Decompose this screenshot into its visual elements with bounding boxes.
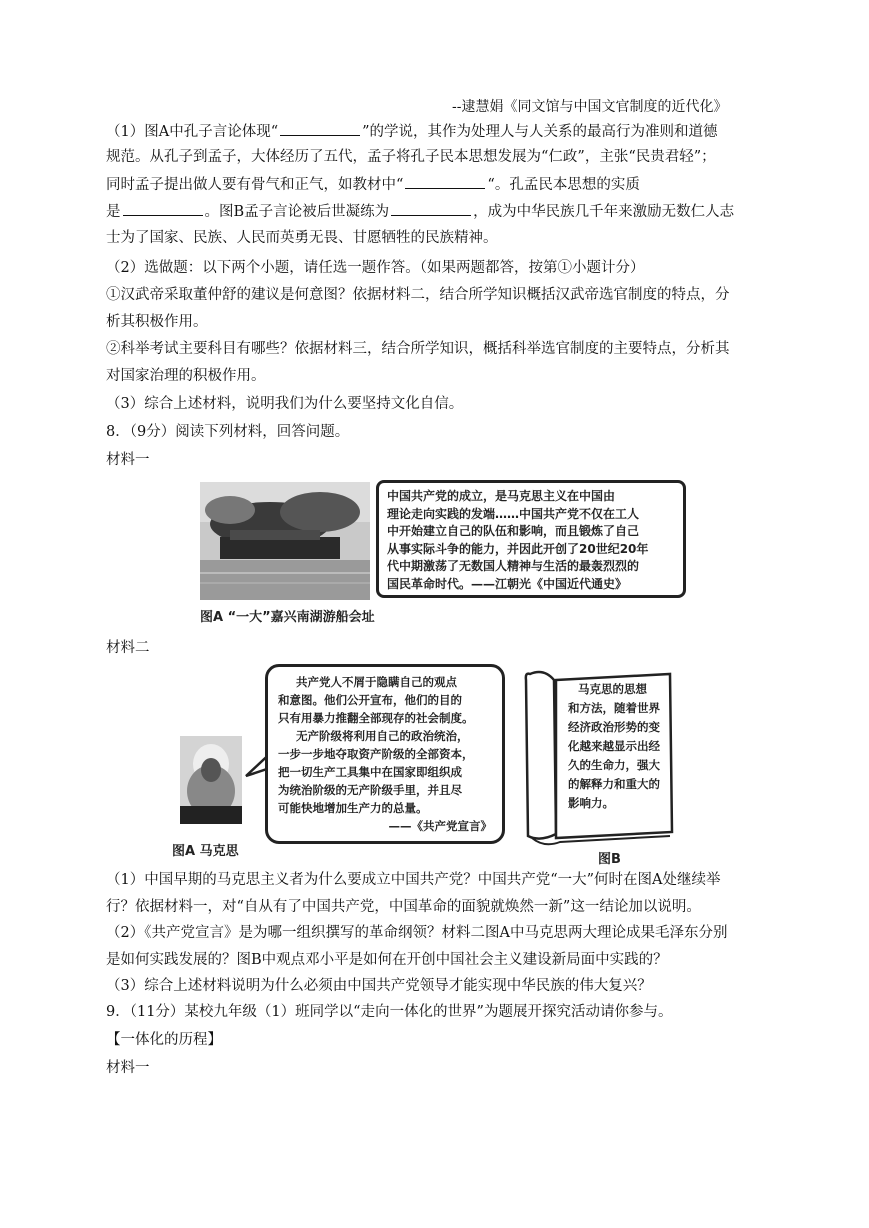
speech-line: 为统治阶级的无产阶级手里，并且尽 [278, 783, 462, 797]
q7-option-b-line1: ②科举考试主要科目有哪些？依据材料三，结合所学知识，概括科举选官制度的主要特点，分析其 [106, 341, 730, 357]
south-lake-boat-photo [200, 482, 370, 600]
speech-line: 可能快地增加生产力的总量。 [278, 801, 428, 815]
marx-portrait [180, 736, 242, 824]
text-segment: 。图B孟子言论被后世凝练为 [204, 204, 390, 220]
speech-line: 无产阶级将利用自己的政治统治， [296, 729, 469, 743]
book-line: 影响力。 [568, 796, 614, 810]
citation-source: --逮慧娟《同文馆与中国文官制度的近代化》 [452, 99, 728, 115]
speech-line: 把一切生产工具集中在国家即组织成 [278, 765, 462, 779]
answer-blank[interactable] [391, 201, 471, 216]
historian-quote-box [376, 480, 686, 598]
q9-heading: 9．（11分）某校九年级（1）班同学以“走向一体化的世界”为题展开探究活动请你参与。 [106, 1004, 673, 1020]
q7-part1-line2: 规范。从孔子到孟子，大体经历了五代，孟子将孔子民本思想发展为“仁政”，主张“民贵君轻”； [106, 149, 716, 165]
book-line: 经济政治形势的变 [568, 720, 660, 734]
text-segment: “。孔孟民本思想的实质 [487, 177, 640, 193]
q9-material1-label: 材料一 [106, 1060, 150, 1076]
q8-material2-label: 材料二 [106, 640, 150, 656]
book-line: 马克思的思想 [578, 682, 647, 696]
quote-line: 代中期激荡了无数国人精神与生活的最轰烈烈的 [387, 559, 640, 573]
speech-line: 和意图。他们公开宣布，他们的目的 [278, 693, 462, 707]
book-page-text [568, 680, 678, 813]
q8-sub2-line1: （2）《共产党宣言》是为哪一组织撰写的革命纲领？材料二图A中马克思两大理论成果毛泽东分别 [106, 925, 728, 941]
q7-part1-line5: 士为了国家、民族、人民而英勇无畏、甘愿牺牲的民族精神。 [106, 230, 498, 246]
book-caption: 图B [598, 852, 621, 867]
quote-line: 理论走向实践的发端……中国共产党不仅在工人 [387, 506, 640, 521]
text-segment: 同时孟子提出做人要有骨气和正气，如教材中“ [106, 177, 404, 193]
text-segment: 是 [106, 204, 121, 220]
q8-material1-figure [198, 480, 698, 630]
speech-source: ——《共产党宣言》 [388, 819, 492, 833]
material1-figure-caption: 图A “一大”嘉兴南湖游船会址 [200, 610, 375, 625]
q7-part1-line4 [106, 201, 734, 222]
q7-part1-line3 [106, 174, 640, 195]
text-segment: ，成为中华民族几千年来激励无数仁人志 [473, 204, 735, 220]
quote-line: 中开始建立自己的队伍和影响，而且锻炼了自己 [387, 524, 640, 538]
q8-sub1-line1: （1）中国早期的马克思主义者为什么要成立中国共产党？中国共产党“一大”何时在图A处继续举 [106, 872, 721, 888]
book-line: 久的生命力，强大 [568, 758, 660, 772]
q7-part3: （3）综合上述材料，说明我们为什么要坚持文化自信。 [106, 396, 464, 412]
answer-blank[interactable] [280, 121, 360, 136]
q7-option-a-line1: ①汉武帝采取董仲舒的建议是何意图？依据材料二，结合所学知识概括汉武帝选官制度的特点，分 [106, 287, 730, 303]
answer-blank[interactable] [405, 174, 485, 189]
q7-part2-instruction: （2）选做题：以下两个小题，请任选一题作答。（如果两题都答，按第①小题计分） [106, 260, 645, 276]
marx-caption: 图A 马克思 [172, 844, 239, 859]
book-line: 化越来越显示出经 [568, 739, 660, 753]
quote-line: 从事实际斗争的能力，并因此开创了20世纪20年 [387, 541, 649, 556]
q8-material1-label: 材料一 [106, 452, 150, 468]
answer-blank[interactable] [123, 201, 203, 216]
q7-part1-line1 [106, 121, 718, 142]
book-line: 的解释力和重大的 [568, 777, 660, 791]
q8-sub1-line2: 行？依据材料一，对“自从有了中国共产党，中国革命的面貌就焕然一新”这一结论加以说明。 [106, 899, 701, 915]
speech-line: 共产党人不屑于隐瞒自己的观点 [296, 675, 457, 689]
communist-manifesto-speech-bubble [265, 664, 505, 844]
q9-section-title: 【一体化的历程】 [106, 1032, 222, 1048]
text-segment: ”的学说，其作为处理人与人关系的最高行为准则和道德 [362, 124, 718, 140]
q8-heading: 8．（9分）阅读下列材料，回答问题。 [106, 424, 350, 440]
speech-line: 只有用暴力推翻全部现存的社会制度。 [278, 711, 474, 725]
q7-option-a-line2: 析其积极作用。 [106, 314, 208, 330]
q8-material2-figure [170, 664, 700, 870]
quote-line: 中国共产党的成立，是马克思主义在中国由 [387, 489, 616, 503]
q8-sub2-line2: 是如何实践发展的？图B中观点邓小平是如何在开创中国社会主义建设新局面中实践的？ [106, 952, 668, 968]
book-line: 和方法，随着世界 [568, 701, 660, 715]
q8-sub3: （3）综合上述材料说明为什么必须由中国共产党领导才能实现中华民族的伟大复兴？ [106, 978, 652, 994]
speech-line: 一步一步地夺取资产阶级的全部资本， [278, 747, 474, 761]
quote-line: 国民革命时代。——江朝光《中国近代通史》 [387, 576, 628, 591]
q7-option-b-line2: 对国家治理的积极作用。 [106, 368, 266, 384]
text-segment: （1）图A中孔子言论体现“ [106, 124, 279, 140]
